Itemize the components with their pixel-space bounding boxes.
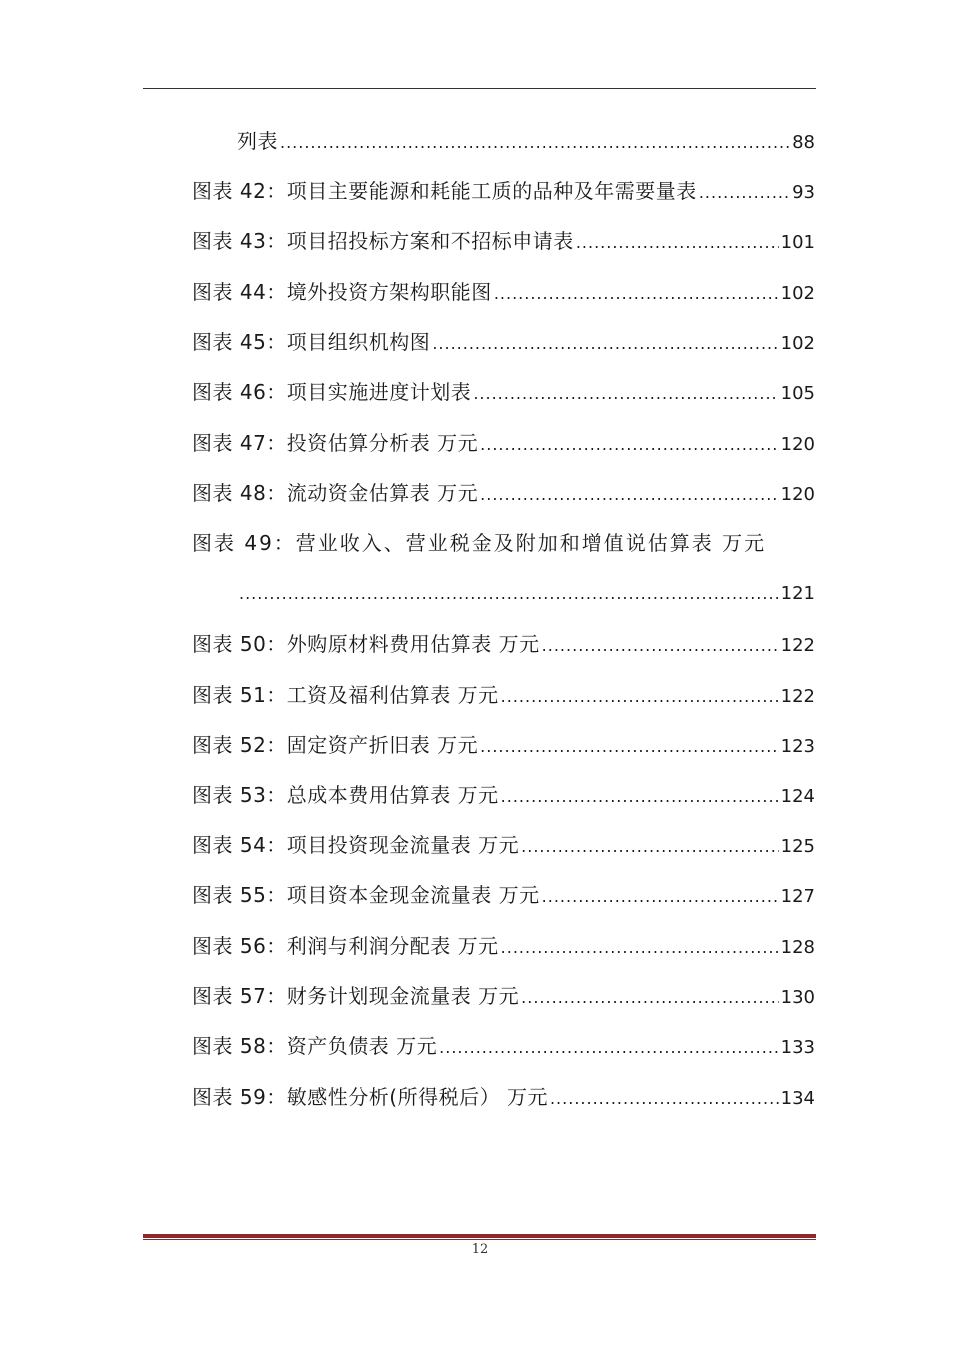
toc-entry-44[interactable] [192, 277, 815, 307]
toc-entry-49[interactable] [192, 528, 815, 558]
toc-entry-page: 93 [792, 182, 815, 203]
toc-entry-page: 120 [780, 484, 815, 505]
toc-entry-52[interactable] [192, 730, 815, 760]
toc-entry-text: 图表 54：项目投资现金流量表 万元 [192, 833, 520, 857]
toc-entry-53[interactable] [192, 780, 815, 810]
toc-leader-dots [550, 1084, 779, 1114]
footer-rule [143, 1234, 816, 1238]
toc-entry-page: 125 [780, 836, 815, 857]
toc-leader-dots [480, 480, 778, 510]
toc-leader-dots [501, 682, 779, 712]
toc-entry-text: 图表 48：流动资金估算表 万元 [192, 481, 479, 505]
toc-entry-43[interactable] [192, 226, 815, 256]
toc-leader-dots [501, 782, 779, 812]
toc-entry-45[interactable] [192, 327, 815, 357]
toc-entry-text: 图表 55：项目资本金现金流量表 万元 [192, 883, 540, 907]
toc-entry-page: 122 [780, 686, 815, 707]
toc-leader-dots [494, 279, 779, 309]
toc-entry-text: 图表 52：固定资产折旧表 万元 [192, 733, 479, 757]
toc-entry-51[interactable] [192, 680, 815, 710]
toc-entry-text: 图表 53：总成本费用估算表 万元 [192, 783, 499, 807]
toc-entry-text: 图表 56：利润与利润分配表 万元 [192, 934, 499, 958]
toc-leader-dots [439, 1033, 778, 1063]
toc-entry-56[interactable] [192, 931, 815, 961]
toc-entry-text: 图表 49：营业收入、营业税金及附加和增值说估算表 万元 [192, 531, 767, 555]
toc-leader-dots [521, 983, 778, 1013]
toc-entry-page: 121 [780, 583, 815, 604]
toc-entry-text: 图表 47：投资估算分析表 万元 [192, 431, 479, 455]
toc-entry-48[interactable] [192, 478, 815, 508]
toc-entry-54[interactable] [192, 830, 815, 860]
toc-entry-text: 图表 43：项目招投标方案和不招标申请表 [192, 229, 574, 253]
toc-leader-dots [699, 178, 790, 208]
toc-entry-page: 101 [780, 232, 815, 253]
toc-entry-50[interactable] [192, 629, 815, 659]
toc-entry-55[interactable] [192, 880, 815, 910]
toc-entry-page: 124 [780, 786, 815, 807]
toc-entry-text: 图表 51：工资及福利估算表 万元 [192, 683, 499, 707]
top-rule [143, 88, 816, 89]
toc-entry-text: 图表 50：外购原材料费用估算表 万元 [192, 632, 540, 656]
toc-leader-dots [576, 228, 779, 258]
toc-entry-57[interactable] [192, 981, 815, 1011]
toc-entry-text: 图表 57：财务计划现金流量表 万元 [192, 984, 520, 1008]
toc-leader-dots [239, 579, 779, 609]
toc-entry-page: 130 [780, 987, 815, 1008]
toc-leader-dots [501, 933, 779, 963]
toc-entry-text: 图表 59：敏感性分析(所得税后） 万元 [192, 1085, 548, 1109]
toc-entry-page: 102 [780, 333, 815, 354]
toc-entry-page: 122 [780, 635, 815, 656]
toc-leader-dots [521, 832, 778, 862]
toc-entry-page: 88 [792, 132, 815, 153]
toc-entry-49-continuation[interactable] [237, 579, 815, 609]
toc-entry-page: 128 [780, 937, 815, 958]
toc-entry-list-continuation[interactable] [237, 126, 815, 156]
toc-entry-text: 图表 45：项目组织机构图 [192, 330, 431, 354]
toc-entry-46[interactable] [192, 377, 815, 407]
toc-leader-dots [280, 128, 790, 158]
footer-rule-thin [143, 1239, 816, 1240]
toc-entry-page: 134 [780, 1088, 815, 1109]
toc-entry-47[interactable] [192, 428, 815, 458]
toc-entry-42[interactable] [192, 176, 815, 206]
toc-entry-page: 127 [780, 886, 815, 907]
toc-entry-text: 图表 58：资产负债表 万元 [192, 1034, 438, 1058]
toc-leader-dots [432, 329, 778, 359]
toc-entry-text: 图表 42：项目主要能源和耗能工质的品种及年需要量表 [192, 179, 697, 203]
toc-leader-dots [480, 732, 778, 762]
toc-leader-dots [480, 430, 778, 460]
toc-entry-text: 图表 44：境外投资方架构职能图 [192, 280, 492, 304]
toc-entry-59[interactable] [192, 1082, 815, 1112]
toc-entry-text: 图表 46：项目实施进度计划表 [192, 380, 472, 404]
toc-leader-dots [542, 882, 779, 912]
toc-entry-page: 123 [780, 736, 815, 757]
toc-entry-page: 133 [780, 1037, 815, 1058]
toc-entry-58[interactable] [192, 1031, 815, 1061]
toc-entry-page: 105 [780, 383, 815, 404]
page-number: 12 [471, 1242, 489, 1257]
toc-leader-dots [542, 631, 779, 661]
toc-entry-page: 120 [780, 434, 815, 455]
toc-entry-text: 列表 [237, 129, 278, 153]
toc-leader-dots [473, 379, 778, 409]
toc-entry-page: 102 [780, 283, 815, 304]
